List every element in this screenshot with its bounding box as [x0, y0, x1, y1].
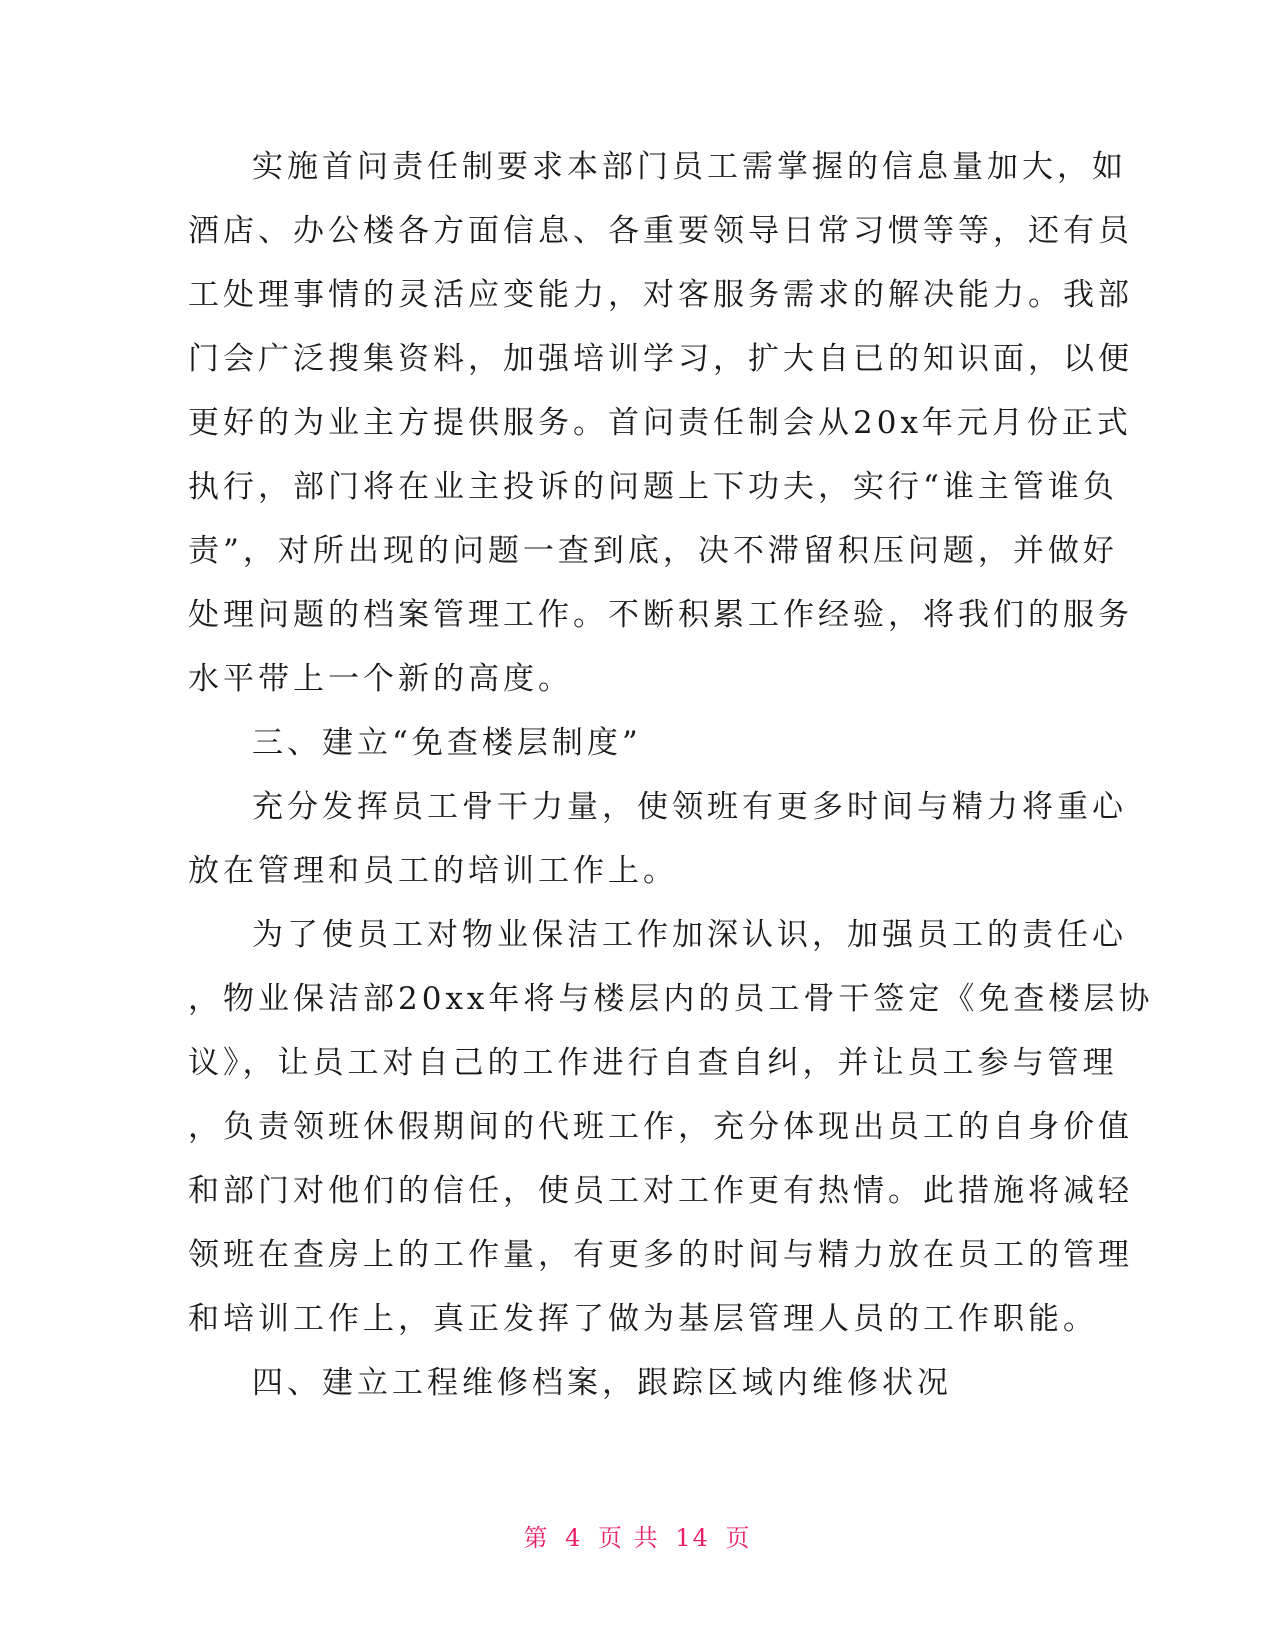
- text-line: 放在管理和员工的培训工作上。: [188, 853, 678, 889]
- footer-total-pages: 14: [675, 1524, 710, 1552]
- text-line: 工处理事情的灵活应变能力，对客服务需求的解决能力。我部: [188, 277, 1133, 313]
- text-line: ，物业保洁部20xx年将与楼层内的员工骨干签定《免查楼层协: [188, 981, 1154, 1017]
- paragraph-first-question-responsibility: [188, 135, 1133, 711]
- text-line: 更好的为业主方提供服务。首问责任制会从20x年元月份正式: [188, 405, 1132, 441]
- text-line: 为了使员工对物业保洁工作加深认识，加强员工的责任心: [252, 917, 1127, 953]
- document-body: [188, 135, 1154, 1415]
- text-line: 实施首问责任制要求本部门员工需掌握的信息量加大，如: [252, 149, 1127, 185]
- footer-label-of: 页 共: [598, 1524, 660, 1552]
- text-line: 责”，对所出现的问题一查到底，决不滞留积压问题，并做好: [188, 533, 1118, 569]
- section-heading-three: [188, 711, 1088, 775]
- footer-label-page: 第: [523, 1524, 550, 1552]
- footer-current-page: 4: [565, 1524, 583, 1552]
- text-line: 和培训工作上，真正发挥了做为基层管理人员的工作职能。: [188, 1301, 1098, 1337]
- text-line: 执行，部门将在业主投诉的问题上下功夫，实行“谁主管谁负: [188, 469, 1118, 505]
- page-footer: [0, 1518, 1275, 1553]
- text-line: 和部门对他们的信任，使员工对工作更有热情。此措施将减轻: [188, 1173, 1133, 1209]
- text-line: 处理问题的档案管理工作。不断积累工作经验，将我们的服务: [188, 597, 1133, 633]
- paragraph-exempt-floor-agreement: [188, 903, 1154, 1351]
- section-heading-four: [188, 1351, 1088, 1415]
- text-line: 充分发挥员工骨干力量，使领班有更多时间与精力将重心: [252, 789, 1127, 825]
- text-line: ，负责领班休假期间的代班工作，充分体现出员工的自身价值: [188, 1109, 1133, 1145]
- text-line: 水平带上一个新的高度。: [188, 661, 573, 697]
- heading-text: 三、建立“免查楼层制度”: [252, 725, 642, 761]
- text-line: 领班在查房上的工作量，有更多的时间与精力放在员工的管理: [188, 1237, 1133, 1273]
- text-line: 议》，让员工对自己的工作进行自查自纠，并让员工参与管理: [188, 1045, 1118, 1081]
- heading-text: 四、建立工程维修档案，跟踪区域内维修状况: [252, 1365, 952, 1401]
- text-line: 门会广泛搜集资料，加强培训学习，扩大自已的知识面，以便: [188, 341, 1133, 377]
- text-line: 酒店、办公楼各方面信息、各重要领导日常习惯等等，还有员: [188, 213, 1133, 249]
- footer-label-end: 页: [725, 1524, 752, 1552]
- paragraph-staff-backbone: [188, 775, 1127, 903]
